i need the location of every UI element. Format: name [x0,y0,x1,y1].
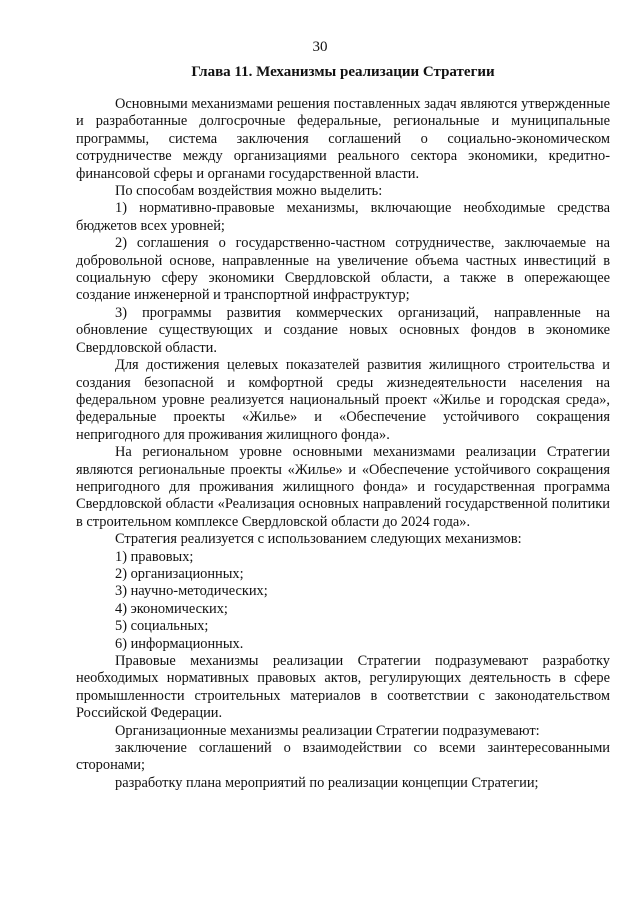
body-text [76,96,610,792]
paragraph-intro: Основными механизмами решения поставленных задач являются утвержденные и разработанные долгосрочные федеральные, региональные и муниципальные программы, система заключения соглашений о социально-экономическом сотрудничестве между организациями реального сектора экономики, кредитно-финансовой сферы и органами государственной власти. [76,96,610,182]
list-item-mechanism-5: 5) социальных; [115,618,209,635]
paragraph-methods-lead: По способам воздействия можно выделить: [115,183,383,200]
paragraph-legal-mechanisms: Правовые механизмы реализации Стратегии подразумевают разработку необходимых нормативных правовых актов, регулирующих деятельность в сфере промышленности строительных материалов в соответствии с законодательством Российской Федерации. [76,653,610,722]
list-item-mechanism-4: 4) экономических; [115,600,228,617]
list-item-organizational-2: разработку плана мероприятий по реализации концепции Стратегии; [115,774,539,791]
list-item-method-1: 1) нормативно-правовые механизмы, включающие необходимые средства бюджетов всех уровней; [76,200,610,234]
page-number: 30 [312,39,328,55]
list-item-method-3: 3) программы развития коммерческих организаций, направленные на обновление существующих и создание новых основных фондов в экономике Свердловской области. [76,304,610,356]
paragraph-regional-level: На региональном уровне основными механизмами реализации Стратегии являются региональные проекты «Жилье» и «Обеспечение устойчивого сокращения непригодного для проживания жилищного фонда» и государственная программа Свердловской области «Реализация основных направлений государственной политики в строительном комплексе Свердловской области до 2024 года». [76,444,610,530]
list-item-organizational-1: заключение соглашений о взаимодействии со всеми заинтересованными сторонами; [76,740,610,774]
paragraph-federal-level: Для достижения целевых показателей развития жилищного строительства и создания безопасной и комфортной среды жизнедеятельности населения на федеральном уровне реализуется национальный проект «Жилье и городская среда», федеральные проекты «Жилье» и «Обеспечение устойчивого сокращения непригодного для проживания жилищного фонда». [76,357,610,443]
list-item-mechanism-2: 2) организационных; [115,565,244,582]
chapter-title: Глава 11. Механизмы реализации Стратегии [191,64,495,80]
list-item-mechanism-3: 3) научно-методических; [115,583,268,600]
list-item-mechanism-1: 1) правовых; [115,548,194,565]
list-item-mechanism-6: 6) информационных. [115,635,244,652]
paragraph-organizational-lead: Организационные механизмы реализации Стратегии подразумевают: [115,722,540,739]
paragraph-mechanisms-lead: Стратегия реализуется с использованием следующих механизмов: [115,531,522,548]
list-item-method-2: 2) соглашения о государственно-частном сотрудничестве, заключаемые на добровольной основе, направленные на увеличение объема частных инвестиций в социальную сферу экономики Свердловской области, а также в опережающее создание инженерной и транспортной инфраструктур; [76,235,610,304]
